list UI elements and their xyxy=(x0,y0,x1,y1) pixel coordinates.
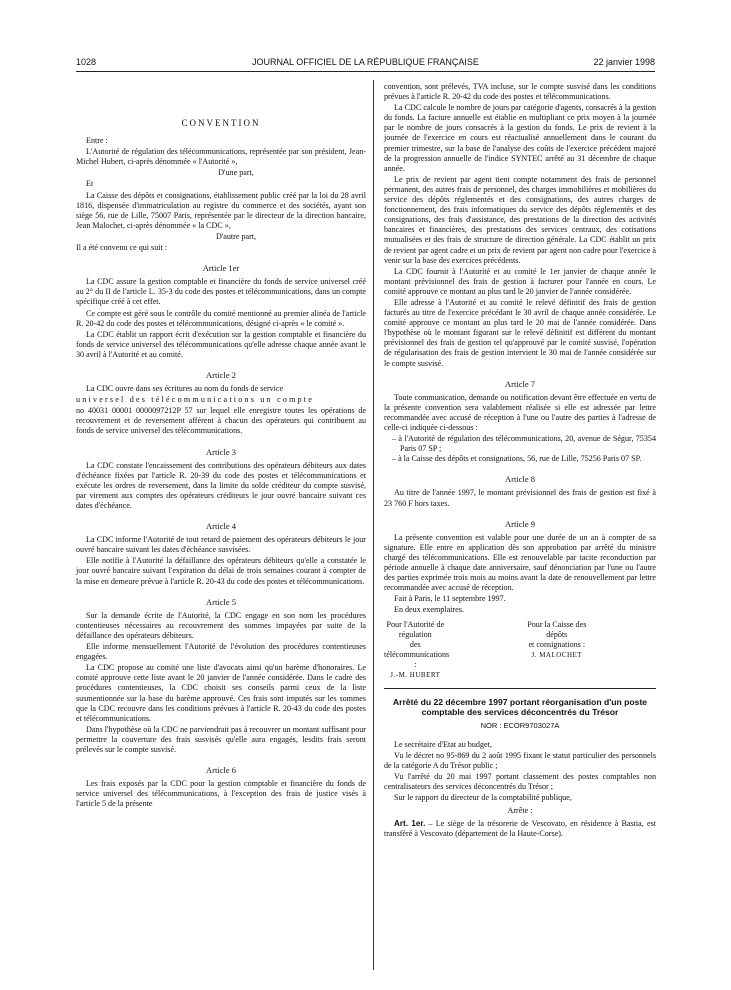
article-9-p1: La présente convention est valable pour une durée de un an à compter de sa signature. Elle entre en application dès son approbation par arrêté du ministre chargé des télécommunications. Elle est renouvelable par tacite reconduction par période annuelle à chaque date anniversaire, sauf dénonciation par l'une ou l'autre des parties exprimée trois mois au moins avant la date de renouvellement par lettre recommandée avec accusé de réception. xyxy=(384,532,656,593)
exemplaires: En deux exemplaires. xyxy=(394,605,464,615)
journal-title: JOURNAL OFFICIEL DE LA RÉPUBLIQUE FRANÇAISE xyxy=(252,57,479,67)
right-column xyxy=(384,82,656,840)
party-cdc: La Caisse des dépôts et consignations, établissement public créé par la loi du 28 avril 1816, dispensée d'immatriculation au registre du commerce et des sociétés, ayant son siège 56, rue de Lille, 75007 Paris, représentée par le directeur de la direction bancaire, Jean Malochet, ci-après dénommée « la CDC », xyxy=(76,190,366,230)
article-1-arrete-text: – Le siège de la trésorerie de Vescovato, en résidence à Bastia, est transféré à Vescovato (département de la Haute-Corse). xyxy=(384,819,656,839)
article-1-p1: La CDC assure la gestion comptable et financière du fonds de service universel créé au 2° du II de l'article L. 35-3 du code des postes et télécommunications, dans un compte spécifique créé à cet effet. xyxy=(76,277,366,307)
article-5-p3: La CDC propose au comité une liste d'avocats ainsi qu'un barème d'honoraires. Le comité approuve cette liste avant le 20 janvier de l'année considérée. Dans le cadre des procédures contentieuses, la CDC choisit ses conseils parmi ceux de la liste susmentionnée sur la base du barème approuvé. Ces frais sont imputés sur les sommes que la CDC recouvre dans les conditions prévues à l'article R. 20-43 du code des postes et télécommunications. xyxy=(76,663,366,723)
column-divider xyxy=(373,80,374,970)
secretaire: Le secrétaire d'Etat au budget, xyxy=(394,739,492,749)
article-1-arrete-label: Art. 1er. xyxy=(394,819,426,829)
signature-cdc-name: J. MALOCHET xyxy=(531,650,583,659)
article-8-title: Article 8 xyxy=(505,474,535,485)
signature-autorite-line2: des télécommunications : xyxy=(384,639,450,669)
party-autorite: L'Autorité de régulation des télécommunications, représentée par son président, Jean-Michel Hubert, ci-après dénommée « l'Autorité », xyxy=(76,147,366,167)
page-header xyxy=(76,57,655,72)
entre: Entre : xyxy=(86,136,108,146)
signature-cdc xyxy=(525,620,656,681)
article-7-p1: Toute communication, demande ou notification devant être effectuée en vertu de la présente convention sera valablement réalisée si elle est adressée par lettre recommandée avec accusé de réception à l'une ou l'autre des parties à l'adresse de celle-ci indiquée ci-dessous : xyxy=(384,392,656,432)
article-8-p1: Au titre de l'année 1997, le montant prévisionnel des frais de gestion est fixé à 23 760 F hors taxes. xyxy=(384,488,656,508)
article-2-p1b: universel des télécommunications un compte xyxy=(76,395,315,405)
signature-cdc-line1: Pour la Caisse des dépôts xyxy=(527,619,587,639)
article-3-title: Article 3 xyxy=(206,446,236,457)
nor-reference: NOR : ECOR9703027A xyxy=(480,721,560,731)
article-5-p1: Sur la demande écrite de l'Autorité, la CDC engage en son nom les procédures contentieuses nécessaires au recouvrement des sommes impayées par suite de la défaillance des opérateurs débiteurs. xyxy=(76,610,366,640)
fait-a-paris: Fait à Paris, le 11 septembre 1997. xyxy=(394,594,506,604)
article-1-title: Article 1er xyxy=(202,263,240,274)
address-cdc: – à la Caisse des dépôts et consignations, 56, rue de Lille, 75256 Paris 07 SP. xyxy=(392,454,642,464)
article-5-title: Article 5 xyxy=(206,596,236,607)
article-4-p2: Elle notifie à l'Autorité la défaillance des opérateurs débiteurs qu'elle a constatée le jour ouvré bancaire suivant l'expiration du délai de trois semaines courant à compter de la mise en demeure prévue à l'article R. 20-43 du code des postes et télécommunications. xyxy=(76,556,366,586)
arrete-label: Arrête : xyxy=(507,806,533,816)
article-6-title: Article 6 xyxy=(206,765,236,776)
address-list xyxy=(384,434,656,464)
article-6-p5: Elle adresse à l'Autorité et au comité le relevé définitif des frais de gestion facturés au titre de l'exercice précédant le 30 avril de chaque année considérée. Le comité approuve ce montant au plus tard le 20 mai de l'année considérée. Dans l'hypothèse où le montant figurant sur le relevé définitif est différent du montant prévisionnel des frais de gestion tel qu'approuvé par le comité susvisé, l'opération de régularisation des frais de gestion intervient le 30 mai de l'année considérée sur le compte susvisé. xyxy=(384,297,656,368)
signature-cdc-line2: et consignations : xyxy=(528,639,586,649)
article-1-p2: Ce compte est géré sous le contrôle du comité mentionné au premier alinéa de l'article R. 20-42 du code des postes et télécommunications, désigné ci-après « le comité ». xyxy=(76,308,366,328)
issue-date: 22 janvier 1998 xyxy=(593,57,655,67)
section-rule xyxy=(384,688,656,689)
article-1-p3: La CDC établit un rapport écrit d'exécution sur la gestion comptable et financière du fonds de service universel des télécommunications qu'elle adresse chaque année avant le 30 avril à l'Autorité et au comité. xyxy=(76,329,366,359)
article-4-p1: La CDC informe l'Autorité de tout retard de paiement des opérateurs débiteurs le jour ouvré bancaire suivant les dates d'échéance susvisées. xyxy=(76,535,366,555)
signatures xyxy=(384,620,656,681)
et: Et xyxy=(86,179,94,189)
article-6-p2: La CDC calcule le nombre de jours par catégorie d'agents, consacrés à la gestion du fonds. La facture annuelle est établie en multipliant ce prix moyen à la journée par le nombre de jours consacrés à la gestion du fonds. Le prix de revient à la journée de l'exercice en cours est réactualisé annuellement dans le courant du premier trimestre, sur la base de l'analyse des coûts de l'exercice précédent majoré de la progression annuelle de l'indice SYNTEC arrêté au 31 décembre de chaque année. xyxy=(384,103,656,173)
dautre-part: D'autre part, xyxy=(215,231,257,241)
article-6-p4: La CDC fournit à l'Autorité et au comité le 1er janvier de chaque année le montant prévisionnel des frais de gestion à facturer pour l'année en cours. Le comité approuve ce montant au plus tard le 20 janvier de l'année considérée. xyxy=(384,266,656,296)
address-autorite: – à l'Autorité de régulation des télécommunications, 20, avenue de Ségur, 75354 Paris 07 SP ; xyxy=(392,434,656,454)
page-number: 1028 xyxy=(76,57,97,67)
convenu: Il a été convenu ce qui suit : xyxy=(76,243,168,253)
sur-rapport: Sur le rapport du directeur de la comptabilité publique, xyxy=(394,793,572,803)
signature-autorite xyxy=(384,620,515,681)
article-5-p2: Elle informe mensuellement l'Autorité de l'évolution des procédures contentieuses engagées. xyxy=(76,642,366,662)
article-2-p1a: La CDC ouvre dans ses écritures au nom du fonds de service xyxy=(86,384,284,394)
article-9-title: Article 9 xyxy=(505,518,535,529)
article-1-arrete xyxy=(384,819,656,839)
signature-autorite-name: J.-M. HUBERT xyxy=(390,670,441,679)
article-2-title: Article 2 xyxy=(206,369,236,380)
left-column xyxy=(76,82,366,810)
arrete-title: Arrêté du 22 décembre 1997 portant réorganisation d'un poste comptable des services déconcentrés du Trésor xyxy=(392,697,648,718)
article-2-p1c: no 40031 00001 0000097212P 57 sur lequel elle enregistre toutes les opérations de recouvrement et de reversement afférent à chacun des opérateurs qui contribuent au fonds de service universel des télécommunications. xyxy=(76,406,366,436)
article-6-continuation: convention, sont prélevés, TVA incluse, sur le compte susvisé dans les conditions prévues à l'article R. 20-42 du code des postes et télécommunications. xyxy=(384,82,656,102)
vu-decret: Vu le décret no 95-869 du 2 août 1995 fixant le statut particulier des personnels de la catégorie A du Trésor public ; xyxy=(384,750,656,770)
article-5-p4: Dans l'hypothèse où la CDC ne parviendrait pas à recouvrer un montant suffisant pour permettre la couverture des frais susvisés qu'elle aura engagés, lesdits frais seront prélevés sur le compte susvisé. xyxy=(76,724,366,754)
article-7-title: Article 7 xyxy=(505,378,535,389)
article-4-title: Article 4 xyxy=(206,521,236,532)
signature-autorite-line1: Pour l'Autorité de régulation xyxy=(386,619,445,639)
convention-title: CONVENTION xyxy=(181,118,261,128)
article-6-p3: Le prix de revient par agent tient compte notamment des frais de personnel permanent, des autres frais de personnel, des charges immobilières et mobilières du service des dépôts réglementés et des consignations, des autres charges de fonctionnement, des frais informatiques du service des dépôts réglementés et des consignations, des frais d'assistance, des prestations de la direction des activités bancaires et financières, des prestations des services centraux, des cotisations mutualisées et des frais de structure de direction générale. La CDC établit un prix de revient par agent cadre et un prix de revient par agent non cadre pour l'exercice à venir sur la base des exercices précédents. xyxy=(384,174,656,265)
vu-arrete: Vu l'arrêté du 20 mai 1997 portant classement des postes comptables non centralisateurs des services déconcentrés du Trésor ; xyxy=(384,771,656,791)
dune-part: D'une part, xyxy=(218,168,254,178)
article-3-p1: La CDC constate l'encaissement des contributions des opérateurs débiteurs aux dates d'échéance fixées par l'article R. 20-39 du code des postes et télécommunications et exécute les ordres de reversement, dans la limite du solde créditeur du compte susvisé, par virement aux comptes des opérateurs créditeurs le jour ouvré bancaire suivant ces dates d'échéance. xyxy=(76,460,366,510)
article-6-p1: Les frais exposés par la CDC pour la gestion comptable et financière du fonds de service universel des télécommunications, à l'exception des frais de justice visés à l'article 5 de la présente xyxy=(76,779,366,809)
